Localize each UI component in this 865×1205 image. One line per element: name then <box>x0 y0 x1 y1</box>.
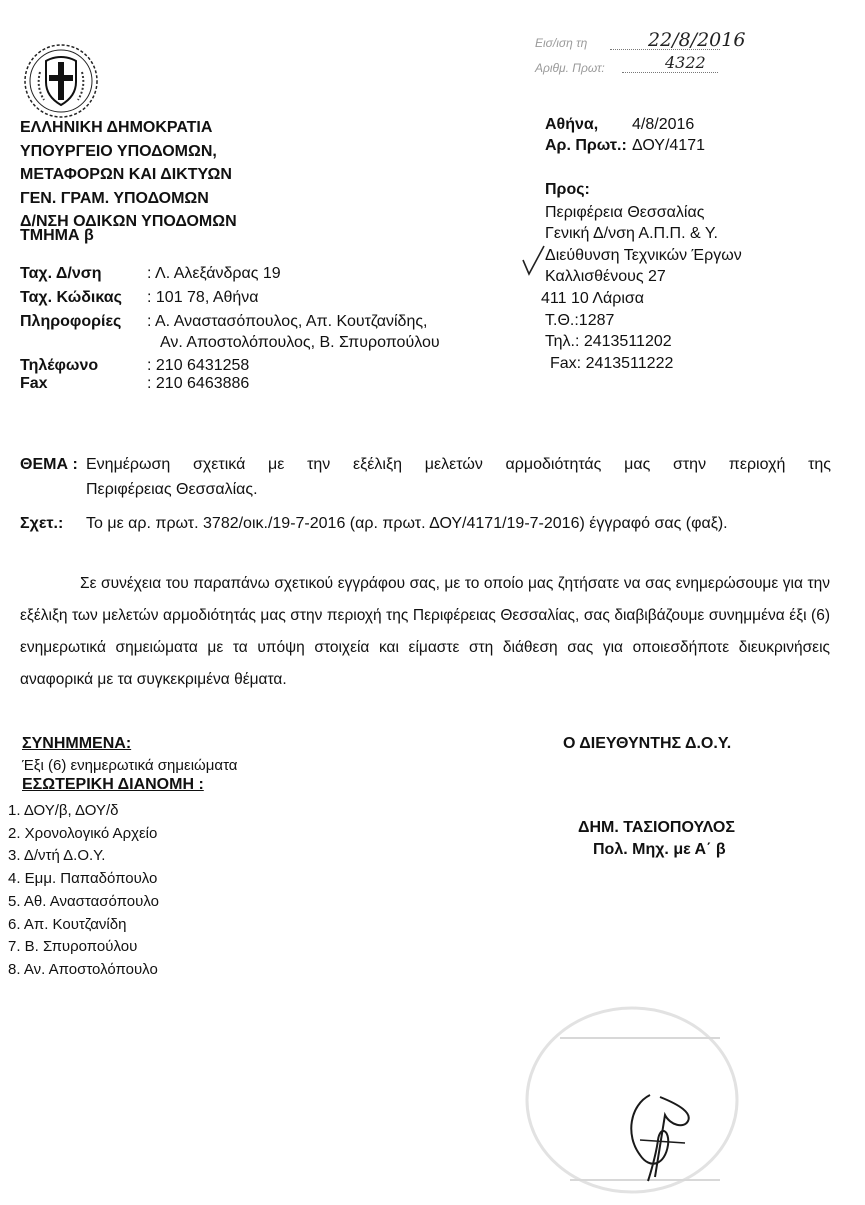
distribution-item: 2. Χρονολογικό Αρχείο <box>8 824 158 842</box>
receipt-protocol-value: 4322 <box>665 53 706 72</box>
sender-line-2: ΥΠΟΥΡΓΕΙΟ ΥΠΟΔΟΜΩΝ, <box>20 142 217 160</box>
recipient-line-3: Διεύθυνση Τεχνικών Έργων <box>545 247 742 264</box>
protocol-value: ΔΟΥ/4171 <box>632 137 705 154</box>
signatory-title: Ο ΔΙΕΥΘΥΝΤΗΣ Δ.Ο.Υ. <box>563 735 732 752</box>
phone-label: Τηλέφωνο <box>20 357 99 374</box>
subject-line-2: Περιφέρειας Θεσσαλίας. <box>86 481 258 498</box>
fax-value: : 210 6463886 <box>147 375 250 392</box>
subject-label: ΘΕΜΑ : <box>20 456 78 473</box>
signatory-name: ΔΗΜ. ΤΑΣΙΟΠΟΥΛΟΣ <box>578 819 735 836</box>
handwritten-checkmark-icon <box>520 244 546 283</box>
greek-coat-of-arms-emblem <box>22 42 100 120</box>
distribution-item: 5. Αθ. Αναστασόπουλο <box>8 892 159 910</box>
recipient-line-8: Fax: 2413511222 <box>550 355 674 372</box>
postcode-value: : 101 78, Αθήνα <box>147 289 259 306</box>
distribution-item: 8. Αν. Αποστολόπουλο <box>8 960 158 978</box>
receipt-date-value: 22/8/2016 <box>648 29 746 51</box>
recipient-to-label: Προς: <box>545 181 590 198</box>
distribution-item: 6. Απ. Κουτζανίδη <box>8 915 127 933</box>
reference-label: Σχετ.: <box>20 515 64 532</box>
recipient-line-1: Περιφέρεια Θεσσαλίας <box>545 204 705 221</box>
signatory-rank: Πολ. Μηχ. με Α΄ β <box>593 841 726 858</box>
recipient-line-2: Γενική Δ/νση Α.Π.Π. & Υ. <box>545 225 718 242</box>
recipient-line-7: Τηλ.: 2413511202 <box>545 333 672 350</box>
city-label: Αθήνα, <box>545 116 599 133</box>
recipient-line-6: Τ.Θ.:1287 <box>545 312 615 329</box>
info-label: Πληροφορίες <box>20 313 122 330</box>
info-value-1: : Α. Αναστασόπουλος, Απ. Κουτζανίδης, <box>147 313 428 330</box>
sender-line-4: ΓΕΝ. ΓΡΑΜ. ΥΠΟΔΟΜΩΝ <box>20 189 209 207</box>
handwritten-signature <box>610 1085 700 1190</box>
phone-value: : 210 6431258 <box>147 357 250 374</box>
fax-label: Fax <box>20 375 48 392</box>
address-value: : Λ. Αλεξάνδρας 19 <box>147 265 281 282</box>
recipient-line-4: Καλλισθένους 27 <box>545 268 666 285</box>
internal-distribution-heading: ΕΣΩΤΕΡΙΚΗ ΔΙΑΝΟΜΗ : <box>22 776 204 793</box>
address-label: Ταχ. Δ/νση <box>20 265 102 282</box>
sender-line-1: ΕΛΛΗΝΙΚΗ ΔΗΜΟΚΡΑΤΙΑ <box>20 119 213 136</box>
sender-line-5: Δ/ΝΣΗ ΟΔΙΚΩΝ ΥΠΟΔΟΜΩΝ <box>20 213 237 230</box>
body-paragraph: Σε συνέχεια του παραπάνω σχετικού εγγράφου σας, με το οποίο μας ζητήσατε να σας ενημερώσουμε για την εξέλιξη των μελετών αρμοδιότητάς μας στην περιοχή της Περιφέρειας Θεσσαλίας, σας διαβιβάζουμε συνημμένα έξι (6) ενημερωτικά σημειώματα με τα υπόψη στοιχεία και είμαστε στη διάθεση σας για οποιεσδήποτε διευκρινήσεις αναφορικά με τα συγκεκριμένα θέματα. <box>20 575 830 688</box>
subject-line-1 <box>86 451 831 478</box>
sender-line-3: ΜΕΤΑΦΟΡΩΝ ΚΑΙ ΔΙΚΤΥΩΝ <box>20 166 232 183</box>
attachments-text: Έξι (6) ενημερωτικά σημειώματα <box>22 757 238 774</box>
subject-line-1-text: Ενημέρωση σχετικά με την εξέλιξη μελετών αρμοδιότητάς μας στην περιοχή της <box>86 456 831 473</box>
recipient-line-5: 411 10 Λάρισα <box>541 290 645 307</box>
distribution-item: 4. Εμμ. Παπαδόπουλο <box>8 870 158 888</box>
distribution-item: 7. Β. Σπυροπούλου <box>8 938 138 956</box>
protocol-label: Αρ. Πρωτ.: <box>545 137 627 154</box>
document-date: 4/8/2016 <box>632 116 695 133</box>
info-value-2: Αν. Αποστολόπουλος, Β. Σπυροπούλου <box>160 334 440 351</box>
distribution-item: 1. ΔΟΥ/β, ΔΟΥ/δ <box>8 802 119 819</box>
postcode-label: Ταχ. Κώδικας <box>20 289 122 306</box>
receipt-date-label: Εισ/ιση τη <box>535 36 588 50</box>
receipt-protocol-label: Αριθμ. Πρωτ: <box>535 61 605 75</box>
distribution-item: 3. Δ/ντή Δ.Ο.Υ. <box>8 847 106 865</box>
reference-text: Το με αρ. πρωτ. 3782/οικ./19-7-2016 (αρ. πρωτ. ΔΟΥ/4171/19-7-2016) έγγραφό σας (φαξ). <box>86 515 728 532</box>
attachments-heading: ΣΥΝΗΜΜΕΝΑ: <box>22 735 132 752</box>
receipt-protocol-underline <box>622 72 718 73</box>
sender-line-6: ΤΜΗΜΑ β <box>20 227 94 244</box>
